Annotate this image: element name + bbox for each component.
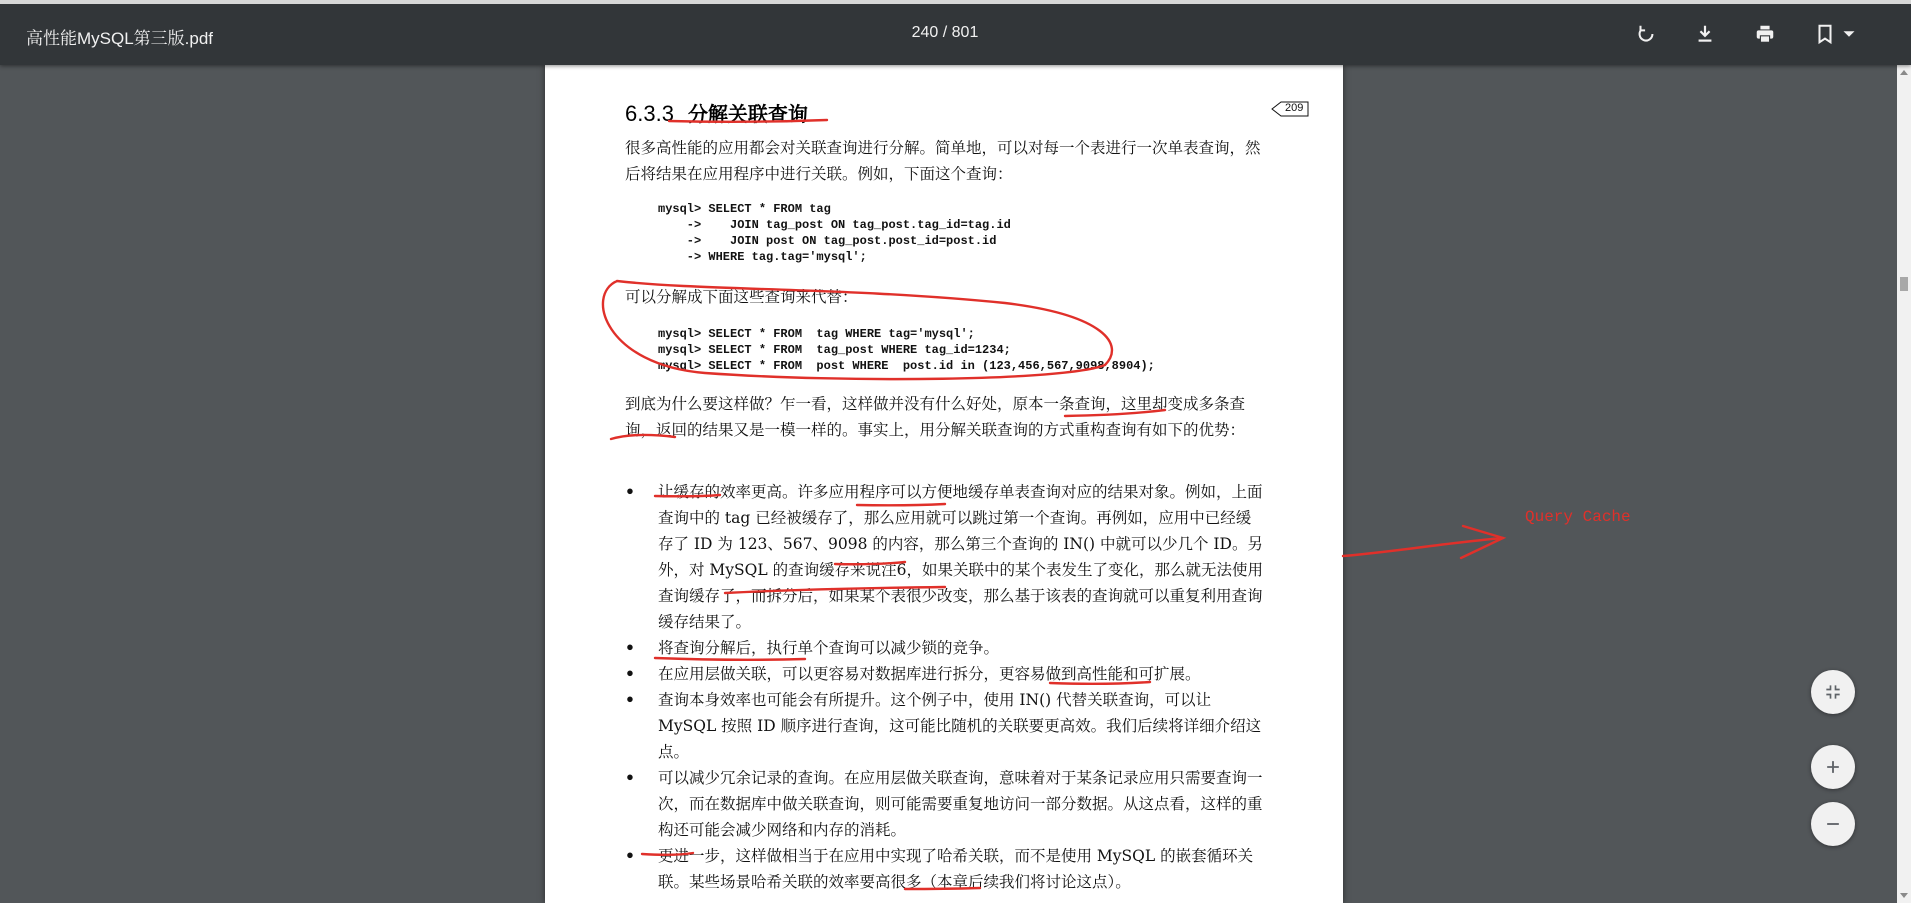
- intro-paragraph: 很多高性能的应用都会对关联查询进行分解。简单地，可以对每一个表进行一次单表查询，然后将结果在应用程序中进行关联。例如，下面这个查询：: [625, 139, 1261, 183]
- replace-paragraph: 可以分解成下面这些查询来代替：: [625, 288, 858, 306]
- document-viewer[interactable]: [0, 65, 1911, 903]
- code-block-split: mysql> SELECT * FROM tag WHERE tag='mysql'; mysql> SELECT * FROM tag_post WHERE tag_id=1234; mysql> SELECT * FROM post WHERE post.id in (123,456,567,9098,8904);: [658, 327, 1155, 373]
- download-button[interactable]: [1691, 20, 1719, 48]
- zoom-in-button[interactable]: [1811, 745, 1855, 789]
- list-item: • 更进一步，这样做相当于在应用中实现了哈希关联，而不是使用 MySQL 的嵌套循环关联。某些场景哈希关联的效率要高很多（本章后续我们将讨论这点）。: [625, 843, 1265, 895]
- pdf-page: [545, 65, 1343, 903]
- page-marker-label: 209: [1285, 102, 1304, 114]
- rotate-icon: [1635, 23, 1657, 45]
- fit-page-button[interactable]: [1811, 670, 1855, 714]
- chevron-down-icon: [1838, 23, 1860, 45]
- scrollbar-thumb[interactable]: [1900, 277, 1908, 291]
- print-icon: [1754, 23, 1776, 45]
- code-block-join: mysql> SELECT * FROM tag -> JOIN tag_post ON tag_post.tag_id=tag.id -> JOIN post ON tag_post.post_id=post.id -> WHERE tag.tag='mysql';: [658, 202, 1011, 264]
- download-icon: [1694, 23, 1716, 45]
- print-button[interactable]: [1751, 20, 1779, 48]
- scroll-up-icon[interactable]: [1900, 69, 1908, 77]
- bookmark-button[interactable]: [1811, 20, 1839, 48]
- why-paragraph: 到底为什么要这样做？乍一看，这样做并没有什么好处，原本一条查询，这里却变成多条查询，返回的结果又是一模一样的。事实上，用分解关联查询的方式重构查询有如下的优势：: [625, 395, 1246, 439]
- advantages-list: [625, 479, 1265, 895]
- annotation-arrow: [1343, 520, 1513, 580]
- zoom-out-button[interactable]: [1811, 802, 1855, 846]
- list-item: • 查询本身效率也可能会有所提升。这个例子中，使用 IN() 代替关联查询，可以让 MySQL 按照 ID 顺序进行查询，这可能比随机的关联要更高效。我们后续将详细介绍这点。: [625, 687, 1265, 765]
- list-item: • 将查询分解后，执行单个查询可以减少锁的竞争。: [625, 635, 1265, 661]
- section-heading: [625, 98, 808, 127]
- section-title: 分解关联查询: [687, 102, 808, 126]
- zoom-out-icon: [1823, 814, 1843, 834]
- section-number: 6.3.3: [625, 101, 674, 126]
- pdf-toolbar: [0, 0, 1911, 65]
- page-number-marker: [1271, 101, 1309, 117]
- list-item: • 在应用层做关联，可以更容易对数据库进行拆分，更容易做到高性能和可扩展。: [625, 661, 1265, 687]
- bookmark-menu-button[interactable]: [1838, 20, 1860, 48]
- annotation-note: Query Cache: [1525, 508, 1631, 526]
- list-item: • 可以减少冗余记录的查询。在应用层做关联查询，意味着对于某条记录应用只需要查询一次，而在数据库中做关联查询，则可能需要重复地访问一部分数据。从这点看，这样的重构还可能会减少网络和内存的消耗。: [625, 765, 1265, 843]
- page-indicator[interactable]: 240 / 801: [911, 24, 979, 41]
- rotate-button[interactable]: [1632, 20, 1660, 48]
- bookmark-icon: [1814, 23, 1836, 45]
- vertical-scrollbar[interactable]: [1897, 65, 1911, 903]
- list-item: • 让缓存的效率更高。许多应用程序可以方便地缓存单表查询对应的结果对象。例如，上面查询中的 tag 已经被缓存了，那么应用就可以跳过第一个查询。再例如，应用中已经缓存了 ID 为 123、567、9098 的内容，那么第三个查询的 IN() 中就可以少几个 ID。另外，对 MySQL 的查询缓存来说注6，如果关联中的某个表发生了变化，那么就无法使用查询缓存了，而拆分后，如果某个表很少改变，那么基于该表的查询就可以重复利用查询缓存结果了。: [625, 479, 1265, 635]
- scroll-down-icon[interactable]: [1900, 891, 1908, 899]
- fit-page-icon: [1823, 682, 1843, 702]
- zoom-in-icon: [1823, 757, 1843, 777]
- document-title: 高性能MySQL第三版.pdf: [26, 29, 214, 48]
